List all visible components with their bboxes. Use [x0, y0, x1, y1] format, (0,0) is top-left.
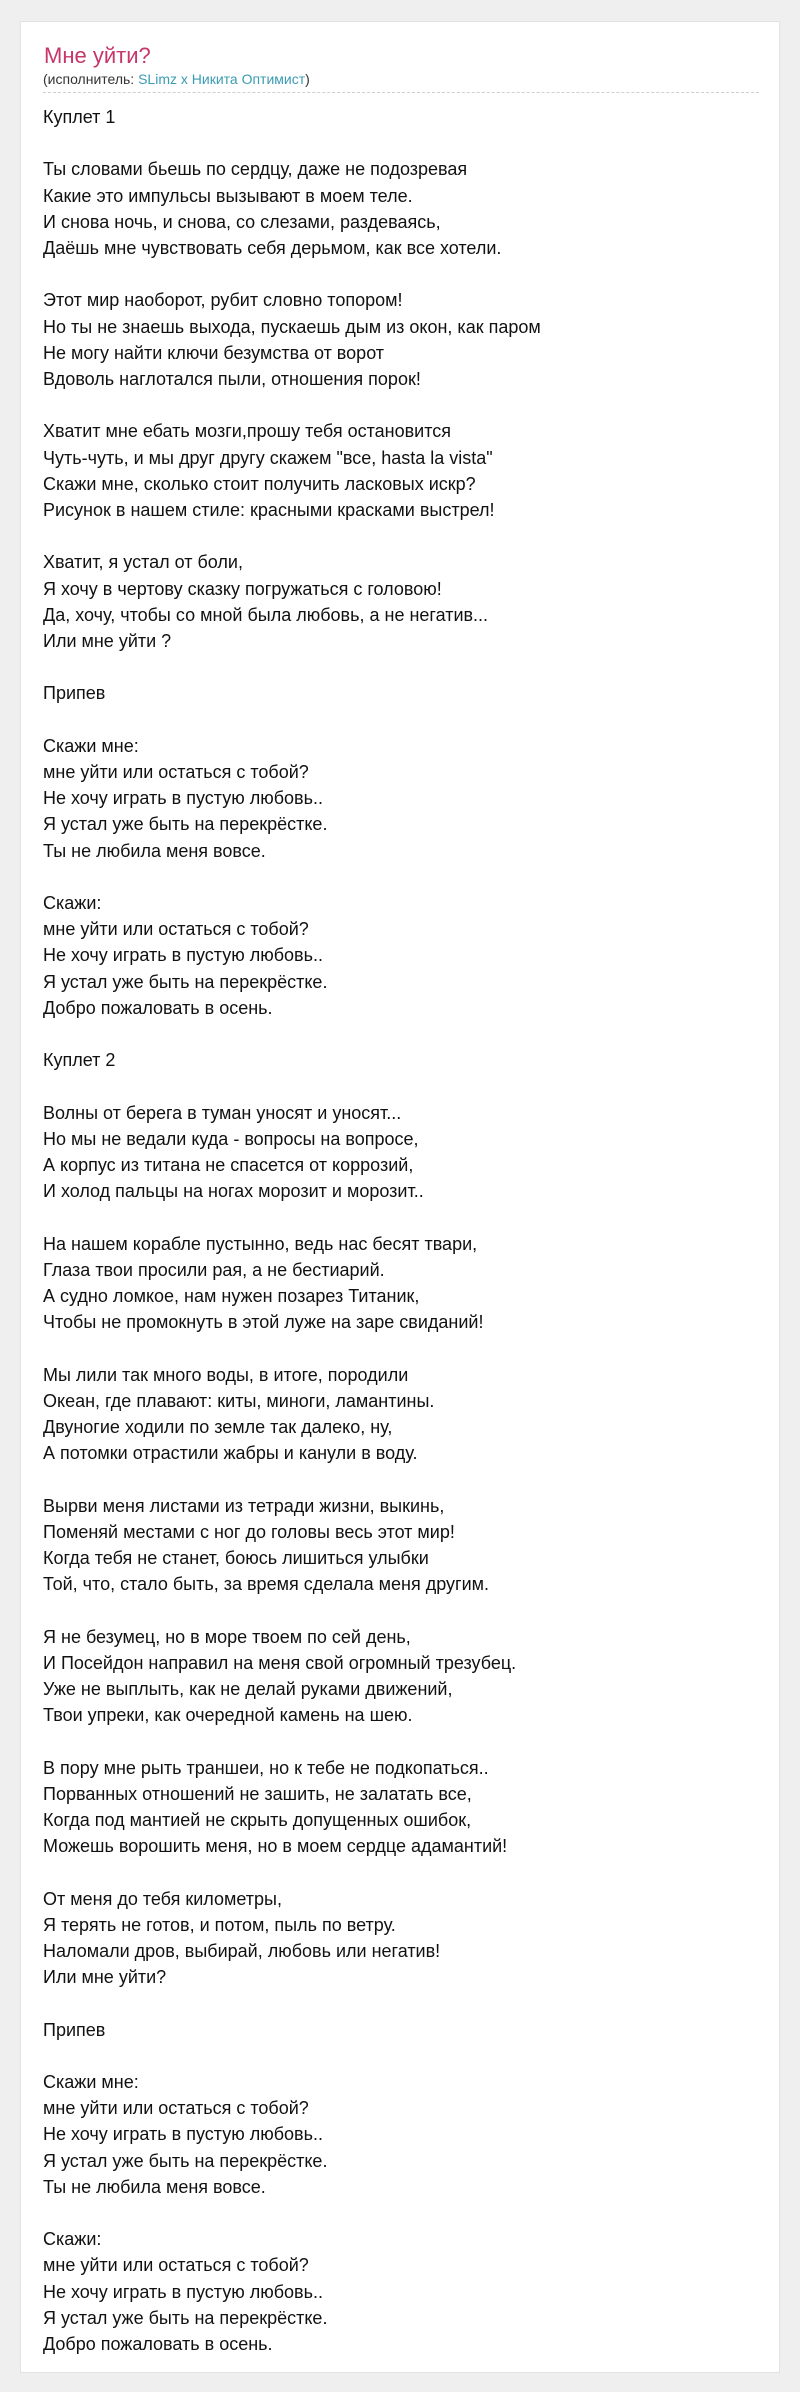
- lyric-line: Я устал уже быть на перекрёстке.: [43, 2150, 328, 2171]
- lyric-line: Припев: [43, 2019, 106, 2040]
- blank-line: [43, 1728, 763, 1754]
- lyric-line: Хватит мне ебать мозги,прошу тебя остановится: [43, 421, 451, 442]
- lyric-line: Чуть-чуть, и мы друг другу скажем "все, hasta la vista": [43, 447, 493, 468]
- lyric-line: Или мне уйти?: [43, 1967, 167, 1988]
- lyric-line: Скажи мне:: [43, 735, 139, 756]
- lyric-line: Я хочу в чертову сказку погружаться с головою!: [43, 578, 442, 599]
- lyric-line: мне уйти или остаться с тобой?: [43, 919, 309, 940]
- lyric-line: От меня до тебя километры,: [43, 1888, 282, 1909]
- lyric-line: Я устал уже быть на перекрёстке.: [43, 2307, 328, 2328]
- lyric-line: Но мы не ведали куда - вопросы на вопросе,: [43, 1128, 419, 1149]
- lyrics-card: [20, 21, 780, 2373]
- lyric-line: Добро пожаловать в осень.: [43, 2333, 273, 2354]
- lyric-line: мне уйти или остаться с тобой?: [43, 2098, 309, 2119]
- lyric-line: мне уйти или остаться с тобой?: [43, 761, 309, 782]
- lyric-line: Ты не любила меня вовсе.: [43, 840, 266, 861]
- lyric-line: Я устал уже быть на перекрёстке.: [43, 814, 328, 835]
- lyric-line: Когда под мантией не скрыть допущенных ошибок,: [43, 1809, 472, 1830]
- lyric-line: А потомки отрастили жабры и канули в воду.: [43, 1443, 418, 1464]
- lyric-line: Или мне уйти ?: [43, 631, 172, 651]
- blank-line: [43, 2043, 763, 2069]
- blank-line: [43, 1859, 763, 1885]
- song-title: Мне уйти?: [44, 43, 151, 68]
- blank-line: [43, 1466, 763, 1492]
- blank-line: [43, 1204, 763, 1230]
- blank-line: [43, 707, 763, 733]
- lyric-line: А судно ломкое, нам нужен позарез Титаник,: [43, 1285, 420, 1306]
- lyric-line: Я терять не готов, и потом, пыль по ветру.: [43, 1914, 396, 1935]
- lyric-line: Мы лили так много воды, в итоге, породили: [43, 1364, 409, 1385]
- lyrics-text: [43, 104, 763, 2357]
- lyric-line: Волны от берега в туман уносят и уносят...: [43, 1102, 402, 1123]
- lyric-line: Рисунок в нашем стиле: красными красками выстрел!: [43, 500, 495, 520]
- blank-line: [43, 1990, 763, 2016]
- artist-suffix: ): [305, 71, 310, 87]
- lyric-line: Этот мир наоборот, рубит словно топором!: [43, 290, 403, 311]
- blank-line: [43, 1335, 763, 1361]
- lyric-line: Я не безумец, но в море твоем по сей день,: [43, 1626, 411, 1647]
- lyric-line: И Посейдон направил на меня свой огромный трезубец.: [43, 1652, 517, 1673]
- lyric-line: Когда тебя не станет, боюсь лишиться улыбки: [43, 1547, 429, 1568]
- blank-line: [43, 261, 763, 287]
- lyric-line: Не хочу играть в пустую любовь..: [43, 2281, 323, 2302]
- lyric-line: Хватит, я устал от боли,: [43, 552, 243, 573]
- lyric-line: Уже не выплыть, как не делай руками движений,: [43, 1678, 453, 1699]
- lyric-line: Припев: [43, 683, 106, 704]
- lyric-line: Да, хочу, чтобы со мной была любовь, а не негатив...: [43, 604, 489, 625]
- artist-link[interactable]: SLimz x Никита Оптимист: [138, 71, 306, 87]
- lyric-line: Ты не любила меня вовсе.: [43, 2176, 266, 2197]
- lyric-line: Скажи:: [43, 892, 102, 913]
- blank-line: [43, 392, 763, 418]
- lyric-line: Вдоволь наглотался пыли, отношения порок!: [43, 369, 421, 389]
- lyric-line: Двуногие ходили по земле так далеко, ну,: [43, 1416, 393, 1437]
- lyric-line: Можешь ворошить меня, но в моем сердце адамантий!: [43, 1836, 508, 1857]
- lyric-line: Но ты не знаешь выхода, пускаешь дым из окон, как паром: [43, 316, 541, 337]
- artist-prefix: (исполнитель:: [43, 71, 139, 87]
- lyric-line: Даёшь мне чувствовать себя дерьмом, как все хотели.: [43, 238, 502, 258]
- lyric-line: Добро пожаловать в осень.: [43, 997, 273, 1018]
- lyric-line: Не хочу играть в пустую любовь..: [43, 945, 323, 966]
- lyric-line: Не могу найти ключи безумства от ворот: [43, 342, 385, 363]
- lyric-line: И холод пальцы на ногах морозит и морозит..: [43, 1181, 424, 1202]
- artist-line: [43, 70, 310, 88]
- lyric-line: Чтобы не промокнуть в этой луже на заре свиданий!: [43, 1312, 484, 1333]
- blank-line: [43, 523, 763, 549]
- lyric-line: Поменяй местами с ног до головы весь этот мир!: [43, 1521, 455, 1542]
- lyric-line: И снова ночь, и снова, со слезами, раздеваясь,: [43, 211, 441, 232]
- lyric-line: Порванных отношений не зашить, не залатать все,: [43, 1783, 472, 1804]
- lyric-line: Скажи мне:: [43, 2071, 139, 2092]
- blank-line: [43, 654, 763, 680]
- lyric-line: А корпус из титана не спасется от коррозий,: [43, 1154, 414, 1175]
- lyric-line: Той, что, стало быть, за время сделала меня другим.: [43, 1574, 490, 1595]
- lyric-line: Глаза твои просили рая, а не бестиарий.: [43, 1259, 385, 1280]
- lyric-line: Вырви меня листами из тетради жизни, выкинь,: [43, 1495, 445, 1516]
- lyric-line: Куплет 2: [43, 1050, 116, 1071]
- lyric-line: Ты словами бьешь по сердцу, даже не подозревая: [43, 159, 468, 180]
- lyric-line: Я устал уже быть на перекрёстке.: [43, 971, 328, 992]
- blank-line: [43, 1073, 763, 1099]
- blank-line: [43, 1021, 763, 1047]
- blank-line: [43, 1597, 763, 1623]
- lyric-line: Не хочу играть в пустую любовь..: [43, 2124, 323, 2145]
- blank-line: [43, 864, 763, 890]
- lyric-line: Не хочу играть в пустую любовь..: [43, 788, 323, 809]
- lyric-line: Какие это импульсы вызывают в моем теле.: [43, 185, 413, 206]
- blank-line: [43, 130, 763, 156]
- lyric-line: Скажи:: [43, 2229, 102, 2250]
- lyric-line: мне уйти или остаться с тобой?: [43, 2255, 309, 2276]
- lyric-line: Наломали дров, выбирай, любовь или негатив!: [43, 1940, 441, 1961]
- lyric-line: Твои упреки, как очередной камень на шею.: [43, 1705, 413, 1726]
- lyric-line: Куплет 1: [43, 107, 116, 127]
- lyric-line: Океан, где плавают: киты, миноги, ламантины.: [43, 1390, 435, 1411]
- lyric-line: Скажи мне, сколько стоит получить ласковых искр?: [43, 473, 476, 494]
- blank-line: [43, 2200, 763, 2226]
- divider: [43, 92, 759, 93]
- lyric-line: В пору мне рыть траншеи, но к тебе не подкопаться..: [43, 1757, 489, 1778]
- lyric-line: На нашем корабле пустынно, ведь нас бесят твари,: [43, 1233, 478, 1254]
